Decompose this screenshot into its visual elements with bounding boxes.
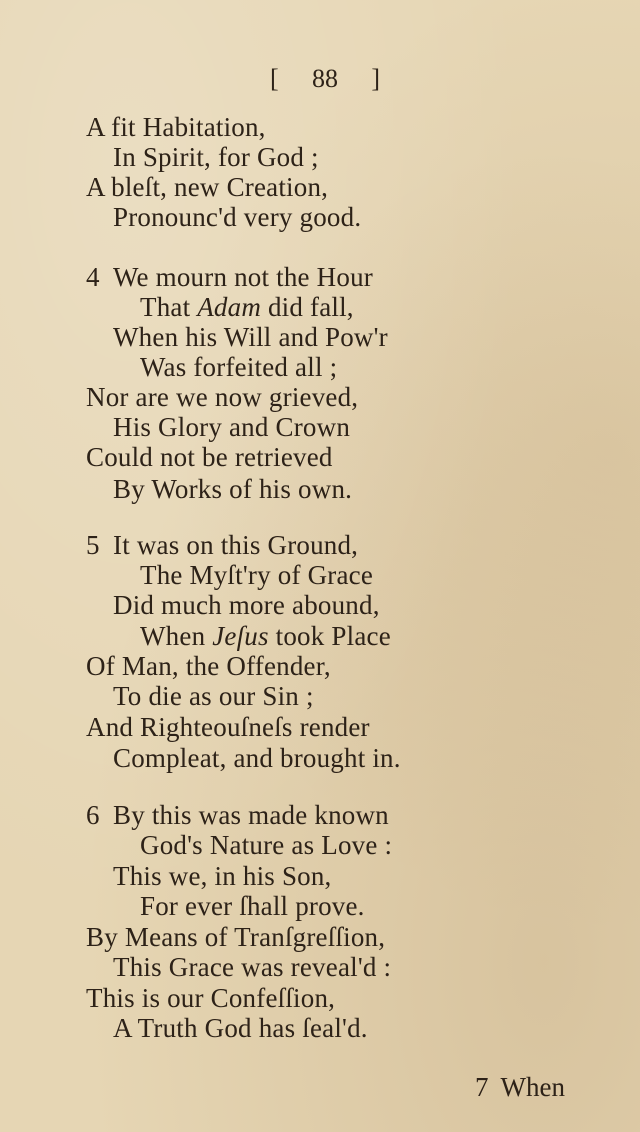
- verse-line: By this was made known: [113, 800, 389, 830]
- verse-line: A fit Habitation,: [86, 112, 266, 142]
- verse-line: For ever ſhall prove.: [140, 891, 365, 921]
- verse-line: His Glory and Crown: [113, 412, 351, 442]
- verse-line: By Means of Tranſgreſſion,: [86, 922, 386, 952]
- verse-line: This is our Confeſſion,: [86, 983, 336, 1013]
- text-run: did fall,: [261, 292, 354, 322]
- verse-number: 4: [86, 262, 100, 292]
- italic-name: Adam: [197, 292, 262, 322]
- catchword-word: When: [500, 1072, 565, 1102]
- verse-line: When his Will and Pow'r: [113, 322, 388, 352]
- verse-line: A Truth God has ſeal'd.: [113, 1013, 368, 1043]
- bracket-right: ]: [371, 64, 380, 93]
- verse-line: Compleat, and brought in.: [113, 743, 401, 773]
- verse-line: Did much more abound,: [113, 590, 380, 620]
- verse-line: Of Man, the Offender,: [86, 651, 331, 681]
- verse-line: Pronounc'd very good.: [113, 202, 362, 232]
- verse-number: 5: [86, 530, 100, 560]
- text-run: took Place: [268, 621, 391, 651]
- verse-line: A bleſt, new Creation,: [86, 172, 329, 202]
- verse-line: We mourn not the Hour: [113, 262, 373, 292]
- text-run: That: [140, 292, 198, 322]
- italic-name: Jeſus: [212, 621, 269, 651]
- catchword-number: 7: [475, 1072, 489, 1102]
- text-run: When: [140, 621, 213, 651]
- verse-line: Nor are we now grieved,: [86, 382, 359, 412]
- catchword: [475, 1072, 565, 1103]
- verse-line: By Works of his own.: [113, 474, 353, 504]
- verse-line: [140, 292, 354, 322]
- verse-line: This we, in his Son,: [113, 861, 332, 891]
- verse-line: Could not be retrieved: [86, 442, 333, 472]
- verse-line: [140, 621, 391, 651]
- verse-line: To die as our Sin ;: [113, 681, 314, 711]
- bracket-left: [: [270, 64, 279, 93]
- verse-line: In Spirit, for God ;: [113, 142, 319, 172]
- verse-number: 6: [86, 800, 100, 830]
- verse-line: God's Nature as Love :: [140, 830, 393, 860]
- verse-line: The Myſt'ry of Grace: [140, 560, 374, 590]
- page-number-header: [270, 64, 380, 94]
- verse-line: This Grace was reveal'd :: [113, 952, 392, 982]
- verse-line: And Righteouſneſs render: [86, 712, 370, 742]
- page-number: 88: [312, 64, 338, 93]
- verse-line: It was on this Ground,: [113, 530, 359, 560]
- verse-line: Was forfeited all ;: [140, 352, 338, 382]
